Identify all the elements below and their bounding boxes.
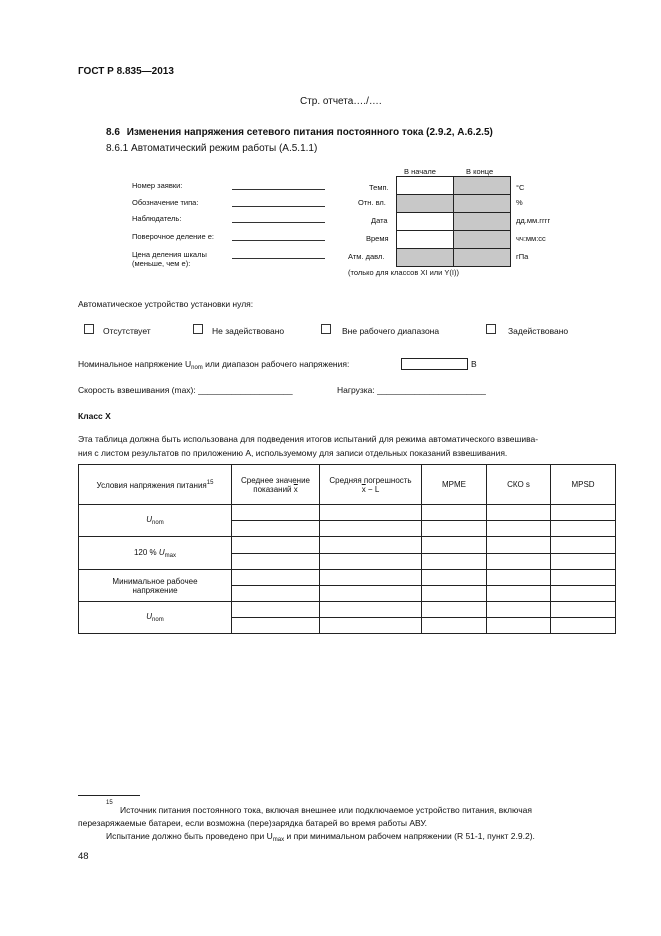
row-condition-pre: 120 % <box>133 547 159 557</box>
footnote-line2: перезаряжаемые батареи, если возможна (пере)зарядка батарей во время работы АВУ. <box>78 818 428 828</box>
standard-title: ГОСТ Р 8.835—2013 <box>78 66 174 77</box>
report-page-ref: Стр. отчета…./…. <box>300 96 382 107</box>
zero-device-title: Автоматическое устройство установки нуля: <box>78 299 254 309</box>
header-mean <box>232 465 320 505</box>
field-line-observer[interactable] <box>232 222 325 223</box>
cell-sko[interactable] <box>487 570 551 586</box>
env-col-begin: В начале <box>404 167 436 176</box>
header-error-line2-wrap <box>320 485 421 494</box>
row-condition-text1: Минимальное рабочее <box>112 576 198 586</box>
field-line-scale-division[interactable] <box>232 258 325 259</box>
cell-mpsd[interactable] <box>551 505 616 521</box>
field-line-verification-division[interactable] <box>232 240 325 241</box>
table-row <box>79 537 616 554</box>
header-mean-line2: показаний <box>253 484 292 494</box>
cell-mpsd[interactable] <box>551 586 616 602</box>
cell-mpsd[interactable] <box>551 521 616 537</box>
load-label: Нагрузка: _______________________ <box>337 385 486 395</box>
results-table <box>78 464 616 634</box>
option-not-used-checkbox[interactable] <box>193 324 203 334</box>
page-number: 48 <box>78 851 89 862</box>
nominal-voltage-label-post: или диапазон рабочего напряжения: <box>202 359 350 369</box>
row-condition-umax <box>79 537 232 570</box>
header-conditions-text: Условия напряжения питания <box>96 480 207 490</box>
results-header-row <box>79 465 616 505</box>
cell-mpme[interactable] <box>422 521 487 537</box>
field-label-scale-division: Цена деления шкалы <box>132 250 207 259</box>
env-unit-humidity: % <box>516 198 523 207</box>
cell-mpme[interactable] <box>422 570 487 586</box>
env-label-pressure: Атм. давл. <box>348 252 385 261</box>
env-time-end-cell <box>453 230 511 249</box>
env-humidity-end-cell <box>453 194 511 213</box>
env-unit-temp: °С <box>516 183 525 192</box>
cell-mpsd[interactable] <box>551 554 616 570</box>
cell-mpme[interactable] <box>422 602 487 618</box>
class-title: Класс X <box>78 411 111 421</box>
table-row <box>79 505 616 521</box>
footnote-number <box>106 800 113 810</box>
cell-error[interactable] <box>320 554 422 570</box>
field-label-observer: Наблюдатель: <box>132 214 182 223</box>
table-intro-line2: ния с листом результатов по приложению А, используемому для записи отдельных показаний взвешивания. <box>78 448 508 458</box>
row-condition-symbol: U <box>146 612 153 621</box>
section-title: Изменения напряжения сетевого питания постоянного тока (2.9.2, А.6.2.5) <box>126 127 493 138</box>
header-mpme: MPME <box>422 465 487 505</box>
header-mean-line2-wrap <box>232 485 319 494</box>
section-number: 8.6 <box>106 127 120 138</box>
field-line-application[interactable] <box>232 189 325 190</box>
cell-mpsd[interactable] <box>551 537 616 554</box>
cell-mpme[interactable] <box>422 586 487 602</box>
nominal-voltage-label <box>78 359 349 371</box>
nominal-voltage-unit: В <box>471 359 477 369</box>
cell-sko[interactable] <box>487 521 551 537</box>
option-absent-checkbox[interactable] <box>84 324 94 334</box>
section-heading <box>106 127 493 138</box>
option-absent-label: Отсутствует <box>103 326 151 336</box>
env-temp-begin-cell[interactable] <box>396 176 454 195</box>
header-conditions <box>79 465 232 505</box>
cell-mpsd[interactable] <box>551 602 616 618</box>
footnote-line3 <box>106 831 535 843</box>
footnote-line3-sub: max <box>272 837 285 843</box>
cell-mpme[interactable] <box>422 618 487 634</box>
nominal-voltage-label-sub: nom <box>191 365 203 371</box>
cell-error[interactable] <box>320 521 422 537</box>
env-label-temp: Темп. <box>369 183 389 192</box>
cell-mpme[interactable] <box>422 554 487 570</box>
cell-mean[interactable] <box>232 586 320 602</box>
table-intro-line1: Эта таблица должна быть использована для подведения итогов испытаний для режима автоматического взвешива- <box>78 434 539 444</box>
footnote-line1: Источник питания постоянного тока, включая внешнее или подключаемое устройство питания, включая <box>120 805 532 815</box>
header-mean-symbol: $\overline{x}$ <box>293 484 298 494</box>
env-unit-date: дд.мм.гггг <box>516 216 551 225</box>
cell-error[interactable] <box>320 537 422 554</box>
env-note: (только для классов XI или Y(I)) <box>348 268 459 277</box>
cell-mean[interactable] <box>232 505 320 521</box>
header-conditions-footnote: 15 <box>206 479 214 486</box>
footnote-separator <box>78 795 140 796</box>
cell-error[interactable] <box>320 505 422 521</box>
env-label-time: Время <box>366 234 389 243</box>
row-condition-text2: напряжение <box>132 585 178 595</box>
cell-mpsd[interactable] <box>551 570 616 586</box>
cell-error[interactable] <box>320 602 422 618</box>
header-sko: СКО s <box>487 465 551 505</box>
row-condition-sub: nom <box>152 520 164 526</box>
cell-sko[interactable] <box>487 618 551 634</box>
row-condition-symbol: U <box>158 547 165 557</box>
cell-mpme[interactable] <box>422 505 487 521</box>
cell-sko[interactable] <box>487 554 551 570</box>
option-used-checkbox[interactable] <box>486 324 496 334</box>
field-label-type: Обозначение типа: <box>132 198 199 207</box>
env-pressure-end-cell <box>453 248 511 267</box>
cell-mean[interactable] <box>232 554 320 570</box>
table-row <box>79 570 616 586</box>
env-label-humidity: Отн. вл. <box>358 198 386 207</box>
field-label-scale-division-2: (меньше, чем e): <box>132 259 191 268</box>
env-col-end: В конце <box>466 167 494 176</box>
row-condition-unom-1 <box>79 505 232 537</box>
cell-sko[interactable] <box>487 505 551 521</box>
nominal-voltage-input[interactable] <box>401 358 468 370</box>
option-used-label: Задействовано <box>508 326 569 336</box>
subsection-heading: 8.6.1 Автоматический режим работы (А.5.1.1) <box>106 143 318 154</box>
env-pressure-begin-cell <box>396 248 454 267</box>
cell-mean[interactable] <box>232 602 320 618</box>
footnote-line3-pre: Испытание должно быть проведено при U <box>106 831 273 841</box>
row-condition-sub: max <box>164 552 177 559</box>
cell-error[interactable] <box>320 586 422 602</box>
row-condition-unom-2 <box>79 602 232 634</box>
cell-mpme[interactable] <box>422 537 487 554</box>
cell-sko[interactable] <box>487 602 551 618</box>
nominal-voltage-label-pre: Номинальное напряжение U <box>78 359 192 369</box>
row-condition-symbol: U <box>146 515 153 524</box>
cell-mpsd[interactable] <box>551 618 616 634</box>
env-date-begin-cell[interactable] <box>396 212 454 231</box>
env-time-begin-cell[interactable] <box>396 230 454 249</box>
header-error-line1: Средняя погрешность <box>329 475 412 485</box>
field-label-verification-division: Поверочное деление e: <box>132 232 214 241</box>
cell-mean[interactable] <box>232 521 320 537</box>
field-line-type[interactable] <box>232 206 325 207</box>
env-date-end-cell <box>453 212 511 231</box>
row-condition-min-voltage <box>79 570 232 602</box>
weighing-speed-label: Скорость взвешивания (max): ____________________ <box>78 385 293 395</box>
footnote-number-sup: 15 <box>106 800 113 806</box>
env-humidity-begin-cell <box>396 194 454 213</box>
cell-error[interactable] <box>320 618 422 634</box>
env-label-date: Дата <box>371 216 388 225</box>
cell-mean[interactable] <box>232 618 320 634</box>
table-row <box>79 602 616 618</box>
cell-error[interactable] <box>320 570 422 586</box>
header-mpsd: MPSD <box>551 465 616 505</box>
cell-mean[interactable] <box>232 537 320 554</box>
header-error <box>320 465 422 505</box>
cell-sko[interactable] <box>487 586 551 602</box>
header-error-symbol: $\overline{x}$ <box>361 484 366 494</box>
env-unit-pressure: гПа <box>516 252 529 261</box>
env-unit-time: чч:мм:сс <box>516 234 546 243</box>
cell-sko[interactable] <box>487 537 551 554</box>
option-out-of-range-label: Вне рабочего диапазона <box>342 326 440 336</box>
header-mean-line1: Среднее значение <box>240 475 311 485</box>
env-temp-end-cell <box>453 176 511 195</box>
option-out-of-range-checkbox[interactable] <box>321 324 331 334</box>
field-label-application: Номер заявки: <box>132 181 183 190</box>
row-condition-sub: nom <box>152 617 164 623</box>
header-error-tail: − L <box>365 484 380 494</box>
footnote-line3-post: и при минимальном рабочем напряжении (R 51-1, пункт 2.9.2). <box>284 831 535 841</box>
option-not-used-label: Не задействовано <box>212 326 285 336</box>
cell-mean[interactable] <box>232 570 320 586</box>
